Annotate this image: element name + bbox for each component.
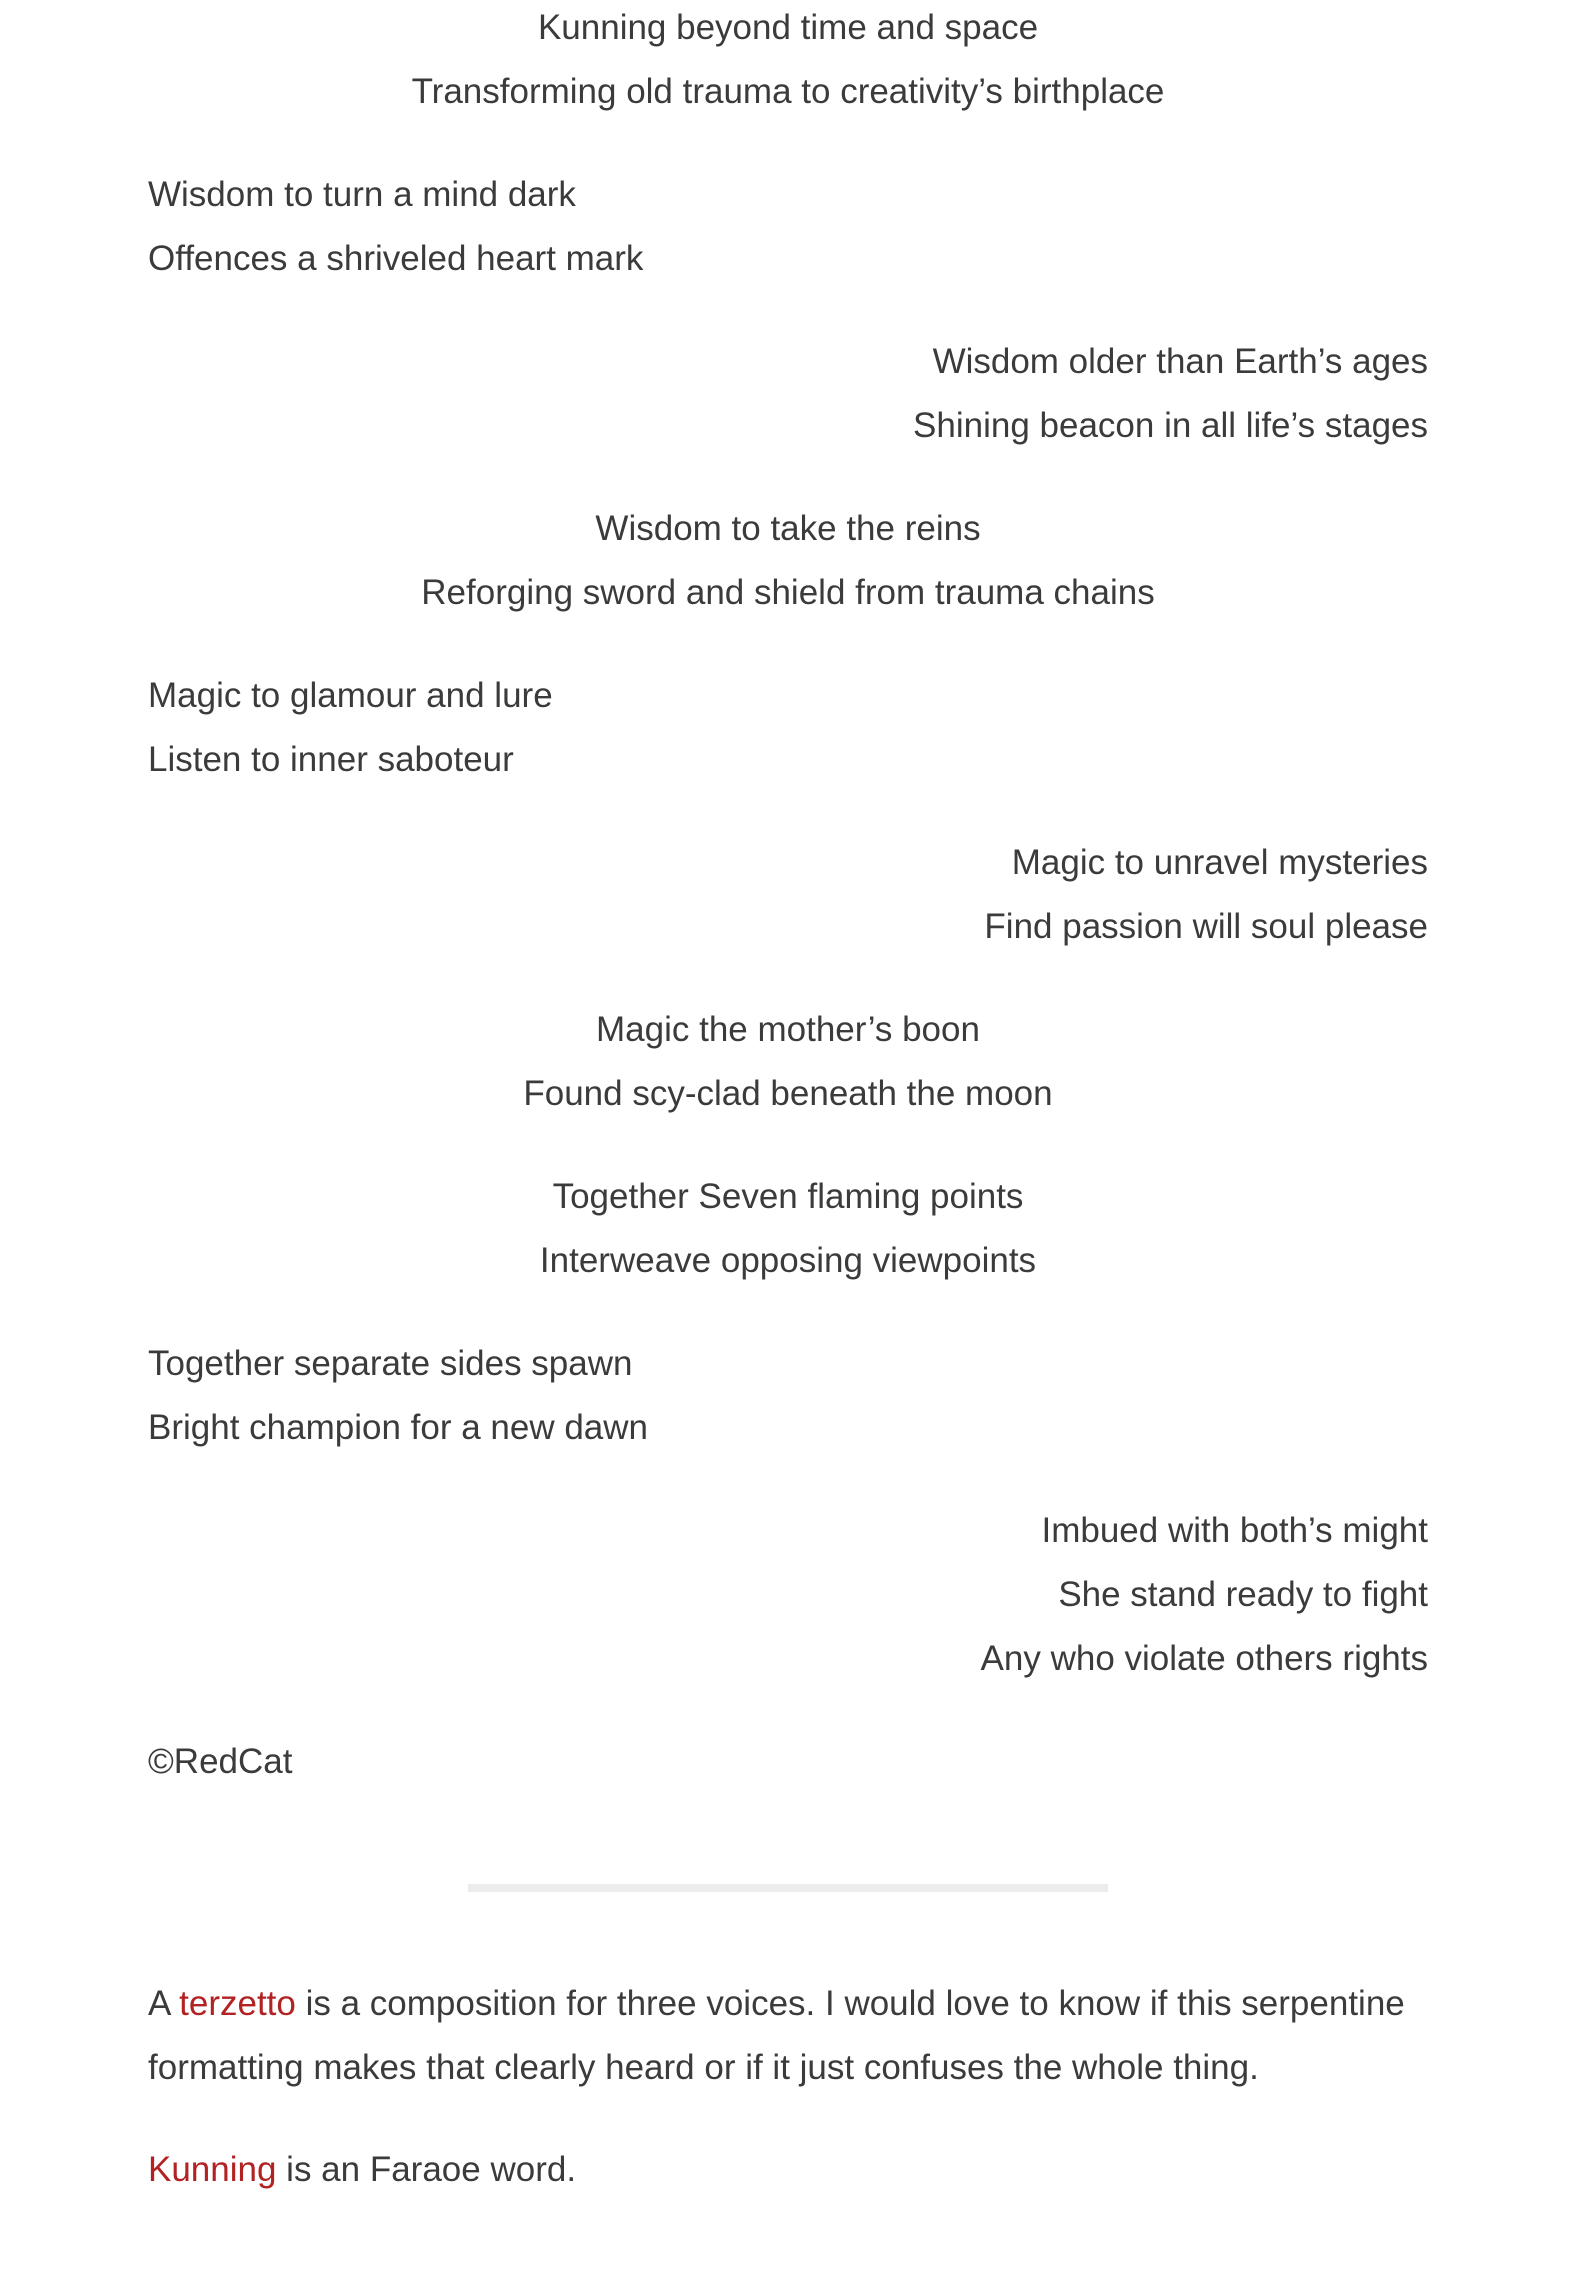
poem-line: Together separate sides spawn <box>148 1344 633 1383</box>
poem-line: Kunning beyond time and space <box>537 8 1039 47</box>
copyright-notice: ©RedCat <box>148 1742 293 1781</box>
poem-stanza <box>148 497 1428 625</box>
poem-stanza <box>148 831 1428 959</box>
terzetto-link[interactable]: terzetto <box>179 1984 296 2023</box>
section-divider <box>468 1884 1108 1892</box>
poem-line: Reforging sword and shield from trauma chains <box>421 573 1155 612</box>
post-content <box>148 0 1428 2202</box>
note-text: A <box>148 1984 180 2023</box>
poem-stanza <box>148 664 1428 792</box>
poem-stanza <box>148 330 1428 458</box>
poem-stanza <box>148 998 1428 1126</box>
poem-line: Find passion will soul please <box>984 907 1428 946</box>
poem-line: Wisdom to take the reins <box>595 509 981 548</box>
poem-line: Any who violate others rights <box>980 1639 1428 1678</box>
poem-line: Wisdom older than Earth’s ages <box>932 342 1428 381</box>
poem-line: She stand ready to fight <box>1058 1575 1428 1614</box>
poem-line: Found scy-clad beneath the moon <box>523 1074 1053 1113</box>
poem-line: Bright champion for a new dawn <box>148 1408 648 1447</box>
poem-stanza <box>148 1165 1428 1293</box>
author-note-paragraph <box>148 2138 1428 2202</box>
poem-line: Together Seven flaming points <box>552 1177 1024 1216</box>
poem-line: Shining beacon in all life’s stages <box>913 406 1428 445</box>
poem-line: Magic to unravel mysteries <box>1011 843 1428 882</box>
poem-line: Magic the mother’s boon <box>596 1010 980 1049</box>
poem-stanza <box>148 1499 1428 1691</box>
kunning-link[interactable]: Kunning <box>148 2150 277 2189</box>
poem-line: Offences a shriveled heart mark <box>148 239 644 278</box>
poem-line: Transforming old trauma to creativity’s birthplace <box>411 72 1165 111</box>
poem-line: Imbued with both’s might <box>1041 1511 1428 1550</box>
author-note-paragraph <box>148 1972 1428 2100</box>
poem-line: Interweave opposing viewpoints <box>539 1241 1037 1280</box>
poem-stanza <box>148 163 1428 291</box>
poem-line: Magic to glamour and lure <box>148 676 553 715</box>
poem-line: Wisdom to turn a mind dark <box>148 175 576 214</box>
note-text: is an Faraoe word. <box>276 2150 577 2189</box>
poem-stanza <box>148 1332 1428 1460</box>
note-text: is a composition for three voices. I would love to know if this serpentine formatting makes that clearly heard or if it just confuses the whole thing. <box>148 1984 1405 2087</box>
poem-stanza <box>148 0 1428 124</box>
poem-line: Listen to inner saboteur <box>148 740 514 779</box>
